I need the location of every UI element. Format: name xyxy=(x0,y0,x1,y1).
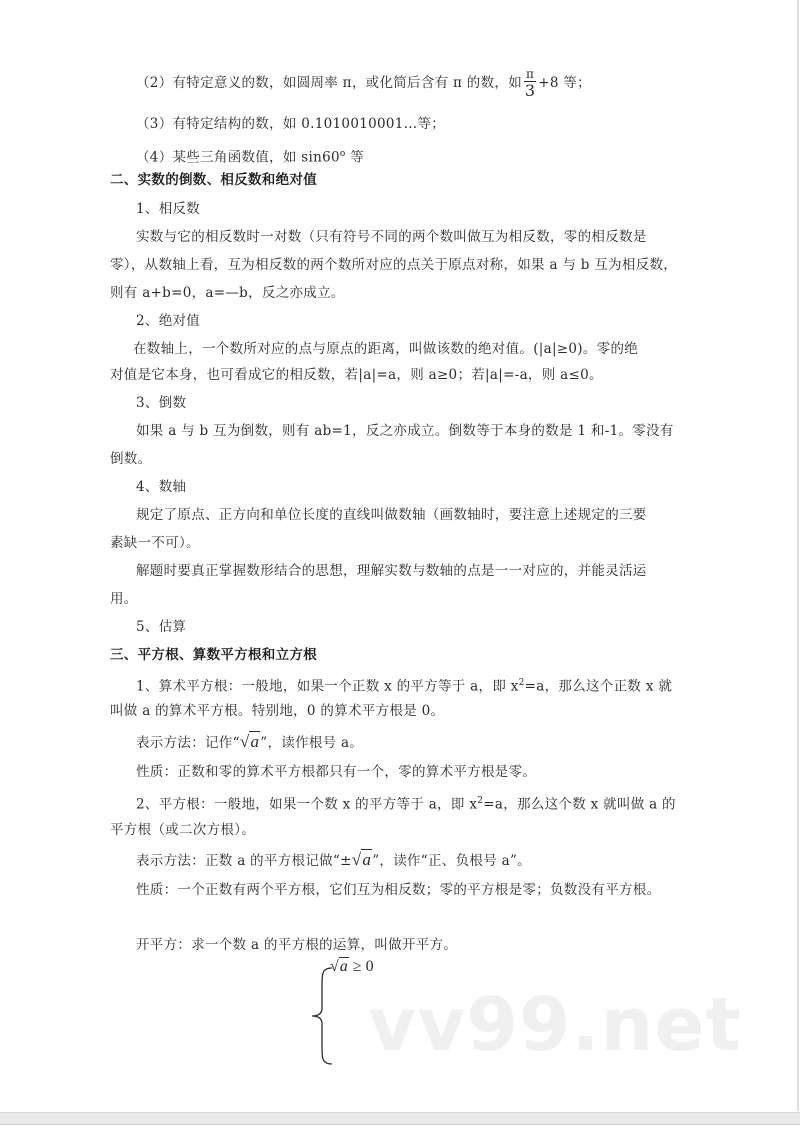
fraction-pi-over-3 xyxy=(524,67,536,100)
square-root-notation xyxy=(136,850,531,871)
radicand: a xyxy=(339,958,348,975)
text: +8 等； xyxy=(538,75,591,91)
text: 1、算术平方根：一般地，如果一个正数 x 的平方等于 a，即 x xyxy=(136,678,519,695)
paragraph-line: 倒数。 xyxy=(110,451,152,467)
section-heading-3: 三、平方根、算数平方根和立方根 xyxy=(110,647,317,663)
section-heading-2: 二、实数的倒数、相反数和绝对值 xyxy=(110,172,317,188)
arith-root-definition xyxy=(136,673,672,697)
subsection-title-absolute: 2、绝对值 xyxy=(136,313,201,329)
left-brace-icon xyxy=(310,966,334,1066)
exponent-superscript: 2 xyxy=(518,678,525,688)
paragraph-line: 如果 a 与 b 互为倒数，则有 ab=1，反之亦成立。倒数等于本身的数是 1 和-1。零没有 xyxy=(136,423,674,439)
text: 表示方法：正数 a 的平方根记做“± xyxy=(136,853,352,869)
text: ”，读作根号 a。 xyxy=(260,735,364,751)
paragraph-line: 实数与它的相反数时一对数（只有符号不同的两个数叫做互为相反数，零的相反数是 xyxy=(136,229,647,245)
paragraph-line: 则有 a+b=0，a=—b，反之亦成立。 xyxy=(110,285,345,301)
text: 等 xyxy=(345,149,365,166)
list-item-special-meaning xyxy=(136,67,591,100)
paragraph-line: 对值是它本身，也可看成它的相反数，若|a|=a，则 a≥0；若|a|=-a，则 a≤0。 xyxy=(110,367,603,383)
radical-sign-icon: √ xyxy=(351,850,362,869)
fraction-numerator: π xyxy=(526,67,535,81)
paragraph-line: 零），从数轴上看，互为相反数的两个数所对应的点关于原点对称，如果 a 与 b 互为相反数， xyxy=(110,257,678,273)
radicand: a xyxy=(362,850,372,869)
radical-sign-icon: √ xyxy=(239,732,250,751)
radicand: a xyxy=(250,732,260,751)
exponent-superscript: 2 xyxy=(477,796,484,806)
text: =a，那么这个数 x 就叫做 a 的 xyxy=(483,796,676,813)
arith-root-property: 性质：正数和零的算术平方根都只有一个，零的算术平方根是零。 xyxy=(136,764,537,780)
arith-root-notation xyxy=(136,732,363,753)
text: （2）有特定意义的数，如圆周率 π，或化简后含有 π 的数，如 xyxy=(136,75,523,91)
paragraph-line: 解题时要真正掌握数形结合的思想，理解实数与数轴的点是一一对应的，并能灵活运 xyxy=(136,563,647,579)
condition-sqrt-nonnegative xyxy=(330,958,374,976)
square-root-property: 性质：一个正数有两个平方根，它们互为相反数；零的平方根是零；负数没有平方根。 xyxy=(136,882,661,898)
list-item-trig-values xyxy=(136,144,364,168)
page-separator xyxy=(0,1112,800,1125)
paragraph-line: 用。 xyxy=(110,591,138,607)
list-item-special-structure: （3）有特定结构的数，如 0.1010010001…等； xyxy=(136,116,446,132)
extraction-definition: 开平方：求一个数 a 的平方根的运算，叫做开平方。 xyxy=(136,937,458,953)
fraction-denominator: 3 xyxy=(524,81,536,100)
paragraph-line: 素缺一不可）。 xyxy=(110,535,200,551)
subsection-title-number-line: 4、数轴 xyxy=(136,479,187,495)
text: 表示方法：记作“ xyxy=(136,735,240,751)
paragraph-line: 叫做 a 的算术平方根。特别地，0 的算术平方根是 0。 xyxy=(110,703,445,719)
paragraph-line: 平方根（或二次方根）。 xyxy=(110,822,256,838)
subsection-title-estimation: 5、估算 xyxy=(136,619,187,635)
paragraph-line: 规定了原点、正方向和单位长度的直线叫做数轴（画数轴时，要注意上述规定的三要 xyxy=(136,507,647,523)
sqrt-expression xyxy=(352,850,372,870)
text: ”，读作“正、负根号 a”。 xyxy=(372,853,531,869)
square-root-definition xyxy=(136,791,676,815)
relation: ≥ 0 xyxy=(348,958,374,975)
watermark: vv99.net xyxy=(368,982,742,1068)
text: 2、平方根：一般地，如果一个数 x 的平方等于 a，即 x xyxy=(136,796,478,813)
degree-superscript: o xyxy=(339,149,346,159)
text: （4）某些三角函数值，如 sin60 xyxy=(136,149,340,166)
subsection-title-reciprocal: 3、倒数 xyxy=(136,395,187,411)
sqrt-expression xyxy=(240,732,260,752)
text: =a，那么这个正数 x 就 xyxy=(524,678,673,695)
paragraph-line: 在数轴上，一个数所对应的点与原点的距离，叫做该数的绝对值。(|a|≥0)。零的绝 xyxy=(133,341,639,357)
radical-sign-icon: √ xyxy=(330,958,339,975)
sqrt-expression xyxy=(330,958,349,976)
subsection-title-opposite: 1、相反数 xyxy=(136,201,201,217)
